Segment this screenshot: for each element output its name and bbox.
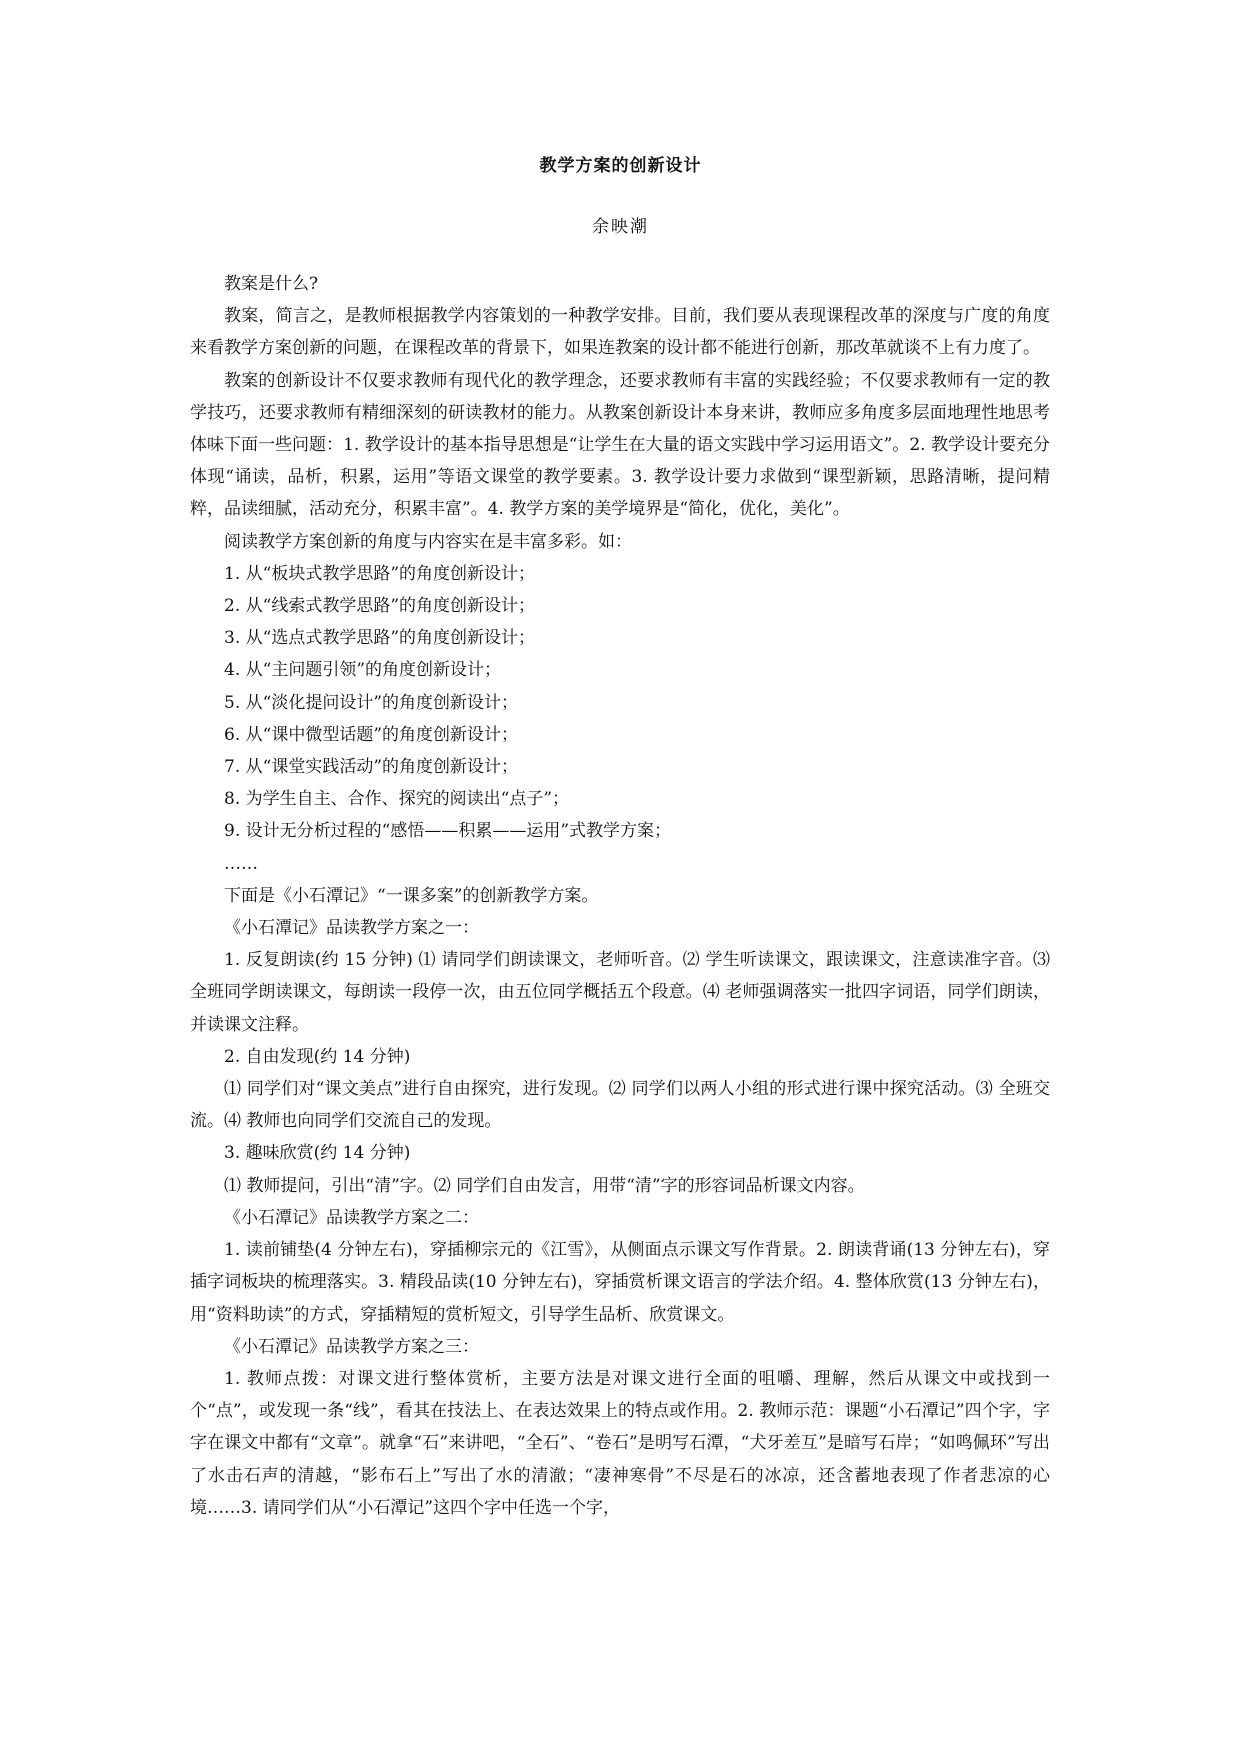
paragraph: 教案是什么? (224, 274, 319, 294)
paragraph: 下面是《小石潭记》“一课多案”的创新教学方案。 (224, 885, 599, 906)
paragraph: 3. 趣味欣赏(约 14 分钟) (224, 1143, 411, 1164)
paragraph: 教案，简言之，是教师根据教学内容策划的一种教学安排。目前，我们要从表现课程改革的深度与广度的角度来看教学方案创新的问题，在课程改革的背景下，如果连教案的设计都不能进行创新，那改革就谈不上有力度了。 (190, 306, 1050, 359)
list-item: 2. 从“线索式教学思路”的角度创新设计； (224, 596, 536, 617)
paragraph: ⑴ 同学们对“课文美点”进行自由探究，进行发现。⑵ 同学们以两人小组的形式进行课中探究活动。⑶ 全班交流。⑷ 教师也向同学们交流自己的发现。 (190, 1079, 1050, 1132)
list-item: 1. 从“板块式教学思路”的角度创新设计； (224, 563, 536, 584)
list-item: 7. 从“课堂实践活动”的角度创新设计； (224, 757, 519, 778)
paragraph: 1. 反复朗读(约 15 分钟) ⑴ 请同学们朗读课文，老师听音。⑵ 学生听读课文，跟读课文，注意读准字音。⑶ 全班同学朗读课文，每朗读一段停一次，由五位同学概括五个段意。⑷ 老师强调落实一批四字词语，同学们朗读，并读课文注释。 (190, 950, 1050, 1035)
paragraph: 教案的创新设计不仅要求教师有现代化的教学理念，还要求教师有丰富的实践经验；不仅要求教师有一定的教学技巧，还要求教师有精细深刻的研读教材的能力。从教案创新设计本身来讲，教师应多角度多层面地理性地思考体味下面一些问题：1. 教学设计的基本指导思想是“让学生在大量的语文实践中学习运用语文”。2. 教学设计要充分体现“诵读，品析，积累，运用”等语文课堂的教学要素。3. 教学设计要力求做到“课型新颖，思路清晰，提问精粹，品读细腻，活动充分，积累丰富”。4. 教学方案的美学境界是“简化，优化，美化”。 (190, 370, 1050, 520)
paragraph: ⑴ 教师提问，引出“清”字。⑵ 同学们自由发言，用带“清”字的形容词品析课文内容。 (224, 1175, 865, 1196)
list-item: 5. 从“淡化提问设计”的角度创新设计； (224, 692, 519, 713)
paragraph: 1. 教师点拨：对课文进行整体赏析，主要方法是对课文进行全面的咀嚼、理解，然后从课文中或找到一个“点”，或发现一条“线”，看其在技法上、在表达效果上的特点或作用。2. 教师示范：课题“小石潭记”四个字，字字在课文中都有“文章”。就拿“石”来讲吧，“全石”、“卷石”是明写石潭，“犬牙差互”是暗写石岸；“如鸣佩环”写出了水击石声的清越，“影布石上”写出了水的清澈；“凄神寒骨”不尽是石的冰凉，还含蓄地表现了作者悲凉的心境……3. 请同学们从“小石潭记”这四个字中任选一个字， (190, 1368, 1050, 1518)
section-heading: 《小石潭记》品读教学方案之一： (224, 918, 479, 939)
section-heading: 《小石潭记》品读教学方案之三： (224, 1336, 479, 1357)
list-item: 6. 从“课中微型话题”的角度创新设计； (224, 724, 519, 745)
document-title: 教学方案的创新设计 (539, 156, 702, 176)
paragraph: 阅读教学方案创新的角度与内容实在是丰富多彩。如： (224, 531, 632, 552)
list-item: 9. 设计无分析过程的“感悟——积累——运用”式教学方案； (224, 821, 672, 842)
paragraph: 2. 自由发现(约 14 分钟) (224, 1046, 411, 1067)
section-heading: 《小石潭记》品读教学方案之二： (224, 1207, 479, 1228)
list-item: 4. 从“主问题引领”的角度创新设计； (224, 660, 502, 681)
document-body (190, 268, 1050, 1524)
list-item: 8. 为学生自主、合作、探究的阅读出“点子”； (224, 789, 570, 810)
paragraph: 1. 读前铺垫(4 分钟左右)，穿插柳宗元的《江雪》，从侧面点示课文写作背景。2. 朗读背诵(13 分钟左右)，穿插字词板块的梳理落实。3. 精段品读(10 分钟左右)，穿插赏析课文语言的学法介绍。4. 整体欣赏(13 分钟左右)，用“资料助读”的方式，穿插精短的赏析短文，引导学生品析、欣赏课文。 (190, 1240, 1050, 1325)
list-item: 3. 从“选点式教学思路”的角度创新设计； (224, 628, 536, 649)
ellipsis-line: …… (224, 853, 258, 874)
document-author: 余映潮 (592, 217, 649, 237)
